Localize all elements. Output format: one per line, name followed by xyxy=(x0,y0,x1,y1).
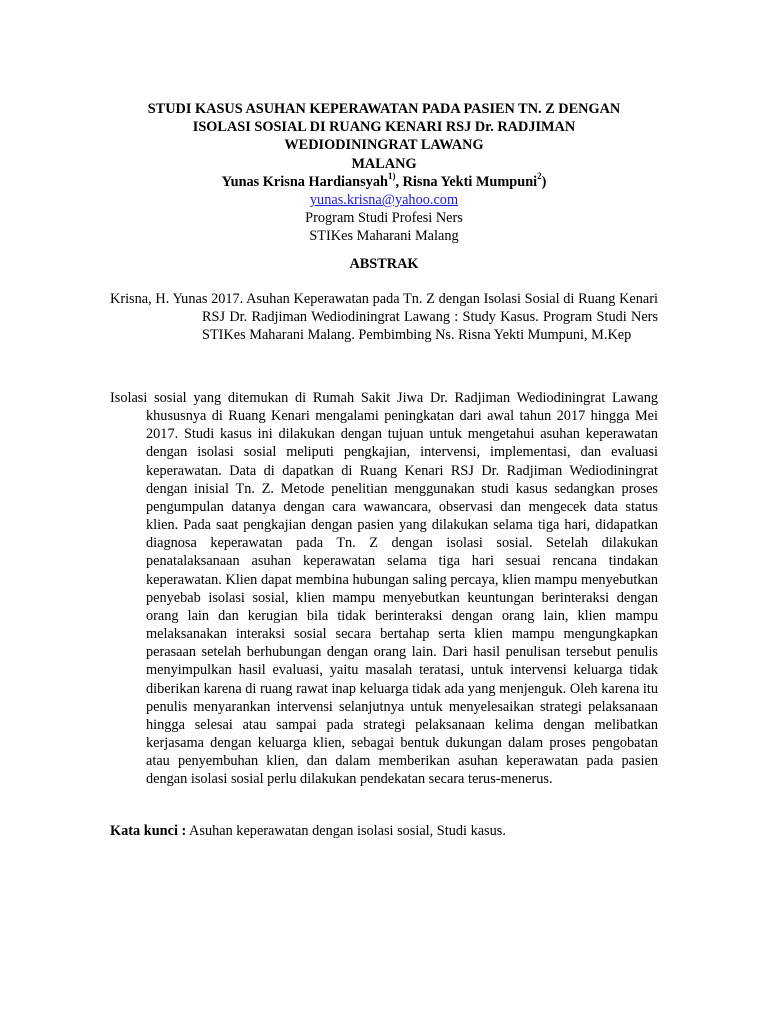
author-2-affiliation-mark: 2 xyxy=(537,171,542,182)
title-line-4: MALANG xyxy=(351,155,417,172)
author-1-name: Yunas Krisna Hardiansyah xyxy=(221,173,388,190)
affiliation-program: Program Studi Profesi Ners xyxy=(305,210,463,227)
author-2-name: Risna Yekti Mumpuni xyxy=(402,173,538,190)
title-line-3: WEDIODININGRAT LAWANG xyxy=(284,137,484,154)
abstract-heading: ABSTRAK xyxy=(349,256,419,272)
authors-closing: ) xyxy=(541,173,547,190)
author-1-affiliation-mark: 1) xyxy=(387,171,396,182)
author-email-link[interactable]: yunas.krisna@yahoo.com xyxy=(309,192,459,209)
keywords-line xyxy=(110,822,658,840)
email-line xyxy=(100,191,668,209)
title-line-2: ISOLASI SOSIAL DI RUANG KENARI RSJ Dr. RADJIMAN xyxy=(192,119,576,136)
affiliation-institution: STIKes Maharani Malang xyxy=(309,228,459,245)
citation-paragraph: Krisna, H. Yunas 2017. Asuhan Keperawatan pada Tn. Z dengan Isolasi Sosial di Ruang Kenari RSJ Dr. Radjiman Wediodiningrat Lawang : Study Kasus. Program Studi Ners STIKes Maharani Malang. Pembimbing Ns. Risna Yekti Mumpuni, M.Kep xyxy=(110,291,658,344)
keywords-label: Kata kunci : xyxy=(110,823,187,839)
author-separator: , xyxy=(395,173,403,190)
authors-line xyxy=(100,173,668,191)
abstract-body-paragraph: Isolasi sosial yang ditemukan di Rumah Sakit Jiwa Dr. Radjiman Wediodiningrat Lawang khususnya di Ruang Kenari mengalami peningkatan dari awal tahun 2017 hingga Mei 2017. Studi kasus ini dilakukan dengan tujuan untuk mengetahui asuhan keperawatan dengan isolasi sosial meliputi pengkajian, intervensi, implementasi, dan evaluasi keperawatan. Data di dapatkan di Ruang Kenari RSJ Dr. Radjiman Wediodiningrat dengan inisial Tn. Z. Metode penelitian menggunakan studi kasus sedangkan proses pengumpulan datanya dengan cara wawancara, observasi dan mengecek data status klien. Pada saat pengkajian dengan pasien yang dilakukan selama tiga hari, didapatkan diagnosa keperawatan pada Tn. Z dengan isolasi sosial. Setelah dilakukan penatalaksanaan asuhan keperawatan selama tiga hari sesuai rencana tindakan keperawatan. Klien dapat membina hubungan saling percaya, klien mampu menyebutkan penyebab isolasi sosial, klien mampu menyebutkan keuntungan berinteraksi dengan orang lain dan kerugian bila tidak berinteraksi dengan orang lain, klien mampu melaksanakan interaksi sosial secara bertahap serta klien mampu mengungkapkan perasaan setelah berhubungan dengan orang lain. Dari hasil penulisan tersebut penulis menyimpulkan hasil evaluasi, yaitu masalah teratasi, untuk intervensi keluarga tidak diberikan karena di ruang rawat inap keluarga tidak ada yang menjenguk. Oleh karena itu penulis menyarankan intervensi selanjutnya untuk menyelesaikan strategi pelaksanaan hingga selesai atau sampai pada strategi pelaksanaan kelima dengan melibatkan kerjasama dengan keluarga klien, sebagai bentuk dukungan dalam proses pengobatan atau penyembuhan klien, dan dalam memberikan asuhan keperawatan pada pasien dengan isolasi sosial perlu dilakukan pendekatan secara terus-menerus. xyxy=(110,390,658,788)
title-line-1: STUDI KASUS ASUHAN KEPERAWATAN PADA PASIEN TN. Z DENGAN xyxy=(147,101,621,117)
title-block xyxy=(100,100,668,246)
keywords-text: Asuhan keperawatan dengan isolasi sosial, Studi kasus. xyxy=(186,823,506,839)
